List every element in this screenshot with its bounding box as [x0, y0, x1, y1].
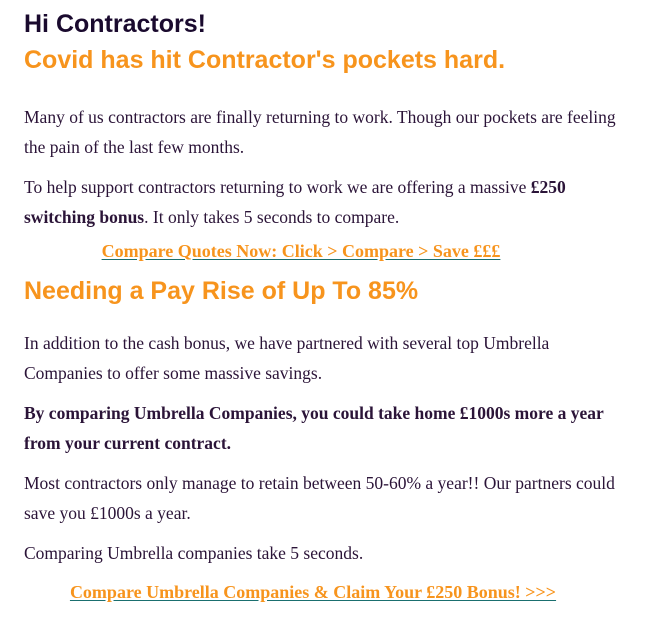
greeting-heading: Hi Contractors! — [24, 10, 206, 38]
retain-paragraph: Most contractors only manage to retain between 50-60% a year!! Our partners could save you £1000s a year. — [24, 473, 615, 523]
email-body — [24, 6, 624, 608]
compare-quotes-link[interactable]: Compare Quotes Now: Click > Compare > Save £££ — [101, 241, 501, 261]
intro-paragraph: Many of us contractors are finally returning to work. Though our pockets are feeling the pain of the last few months. — [24, 107, 616, 157]
savings-bold-text: By comparing Umbrella Companies, you could take home £1000s more a year from your current contract. — [24, 403, 604, 453]
cta2-container — [24, 578, 624, 608]
bonus-amount: £250 switching bonus — [24, 177, 566, 227]
pay-rise-headline: Needing a Pay Rise of Up To 85% — [24, 277, 419, 305]
compare-umbrella-link[interactable]: Compare Umbrella Companies & Claim Your £250 Bonus! >>> — [69, 582, 557, 602]
partnership-paragraph: In addition to the cash bonus, we have partnered with several top Umbrella Companies to offer some massive savings. — [24, 333, 550, 383]
bonus-text-after: . It only takes 5 seconds to compare. — [144, 207, 400, 227]
covid-headline: Covid has hit Contractor's pockets hard. — [24, 46, 506, 74]
bonus-text-before: To help support contractors returning to work we are offering a massive — [24, 177, 531, 197]
savings-paragraph — [24, 398, 624, 458]
compare-time-paragraph: Comparing Umbrella companies take 5 seconds. — [24, 543, 364, 563]
bonus-paragraph — [24, 172, 624, 232]
cta1-container — [24, 237, 624, 267]
